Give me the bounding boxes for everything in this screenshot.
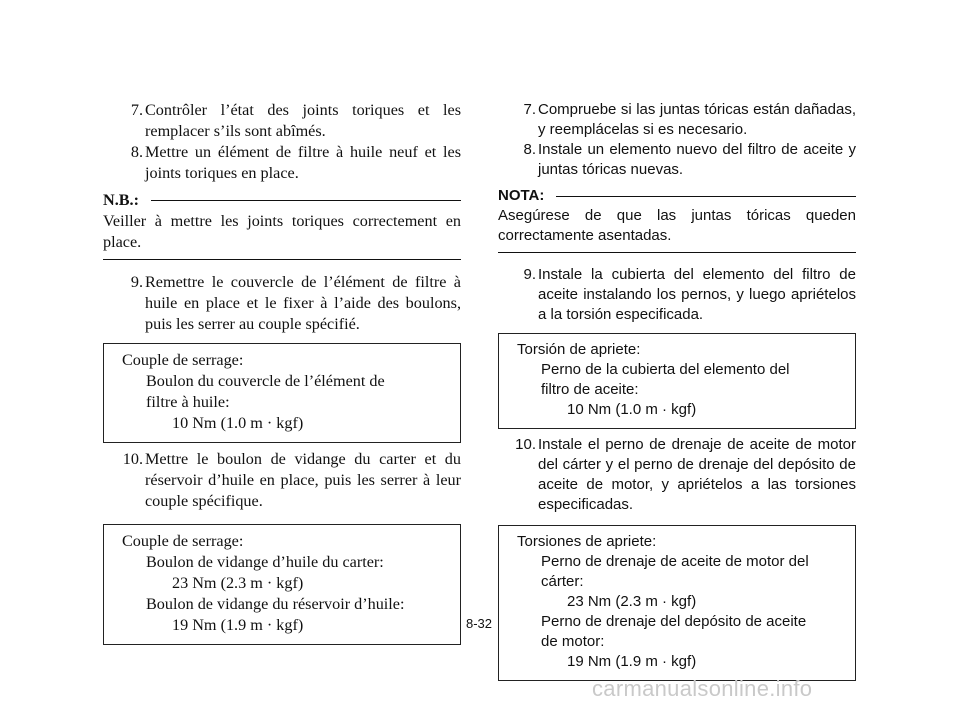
torque-title: Torsión de apriete: bbox=[517, 341, 641, 358]
note-rule bbox=[151, 200, 461, 201]
torque-item-1: Boulon de vidange d’huile du carter: bbox=[146, 553, 384, 571]
step-number: 8. bbox=[523, 141, 536, 158]
torque-title: Torsiones de apriete: bbox=[517, 533, 657, 550]
step-text: Mettre le boulon de vidange du carter et du réservoir d’huile en place, puis les serrer à leur couple spécifique. bbox=[145, 450, 461, 510]
note-rule bbox=[556, 196, 856, 197]
torque-item-2: Perno de drenaje del depósito de aceite de motor: bbox=[541, 613, 807, 650]
torque-item-2: Boulon de vidange du réservoir d’huile: bbox=[146, 595, 405, 613]
note-label: NOTA: bbox=[498, 187, 545, 204]
torque-title: Couple de serrage: bbox=[122, 351, 244, 369]
torque-value-1: 23 Nm (2.3 m · kgf) bbox=[172, 574, 304, 592]
step-number: 9. bbox=[523, 266, 536, 283]
step-10 bbox=[498, 435, 856, 515]
step-number: 7. bbox=[523, 101, 536, 118]
step-number: 7. bbox=[130, 101, 143, 119]
torque-box-1 bbox=[498, 333, 856, 429]
step-number: 10. bbox=[122, 450, 143, 468]
torque-box-1 bbox=[103, 343, 461, 443]
step-text: Compruebe si las juntas tóricas están dañadas, y reemplácelas si es necesario. bbox=[538, 101, 856, 138]
step-9 bbox=[498, 265, 856, 325]
torque-item-1: Perno de drenaje de aceite de motor del cárter: bbox=[541, 553, 809, 590]
note-text: Asegúrese de que las juntas tóricas queden correctamente asentadas. bbox=[498, 206, 856, 253]
torque-box-2 bbox=[498, 525, 856, 681]
page-number: 8-32 bbox=[466, 616, 493, 631]
note-header bbox=[498, 186, 856, 206]
note-text: Veiller à mettre les joints toriques correctement en place. bbox=[103, 211, 461, 260]
step-7 bbox=[103, 100, 461, 142]
torque-value-1: 23 Nm (2.3 m · kgf) bbox=[567, 593, 697, 610]
step-9 bbox=[103, 272, 461, 335]
step-7 bbox=[498, 100, 856, 140]
torque-value-2: 19 Nm (1.9 m · kgf) bbox=[567, 653, 697, 670]
note-block bbox=[498, 186, 856, 253]
step-8 bbox=[498, 140, 856, 180]
note-block bbox=[103, 190, 461, 260]
torque-item: Boulon du couvercle de l’élément de filtre à huile: bbox=[146, 372, 385, 411]
note-header bbox=[103, 190, 461, 211]
note-label: N.B.: bbox=[103, 191, 139, 209]
watermark: carmanualsonline.info bbox=[592, 676, 813, 701]
torque-item: Perno de la cubierta del elemento del filtro de aceite: bbox=[541, 361, 790, 398]
step-10 bbox=[103, 449, 461, 512]
step-text: Contrôler l’état des joints toriques et les remplacer s’ils sont abîmés. bbox=[145, 101, 461, 140]
step-8 bbox=[103, 142, 461, 184]
french-column bbox=[103, 100, 461, 645]
torque-value: 10 Nm (1.0 m · kgf) bbox=[172, 414, 304, 432]
step-number: 8. bbox=[130, 143, 143, 161]
step-text: Remettre le couvercle de l’élément de filtre à huile en place et le fixer à l’aide des boulons, puis les serrer au couple spécifié. bbox=[145, 273, 461, 333]
torque-value: 10 Nm (1.0 m · kgf) bbox=[567, 401, 697, 418]
torque-value-2: 19 Nm (1.9 m · kgf) bbox=[172, 616, 304, 634]
step-number: 9. bbox=[130, 273, 143, 291]
torque-box-2 bbox=[103, 524, 461, 645]
step-number: 10. bbox=[515, 436, 536, 453]
step-text: Instale la cubierta del elemento del filtro de aceite instalando los pernos, y luego apriételos a la torsión especificada. bbox=[538, 266, 856, 323]
step-text: Instale un elemento nuevo del filtro de aceite y juntas tóricas nuevas. bbox=[538, 141, 856, 178]
step-text: Mettre un élément de filtre à huile neuf et les joints toriques en place. bbox=[145, 143, 461, 182]
torque-title: Couple de serrage: bbox=[122, 532, 244, 550]
spanish-column bbox=[498, 100, 856, 681]
step-text: Instale el perno de drenaje de aceite de motor del cárter y el perno de drenaje del depósito de aceite de motor, y apriételos a las torsiones especificadas. bbox=[538, 436, 856, 513]
